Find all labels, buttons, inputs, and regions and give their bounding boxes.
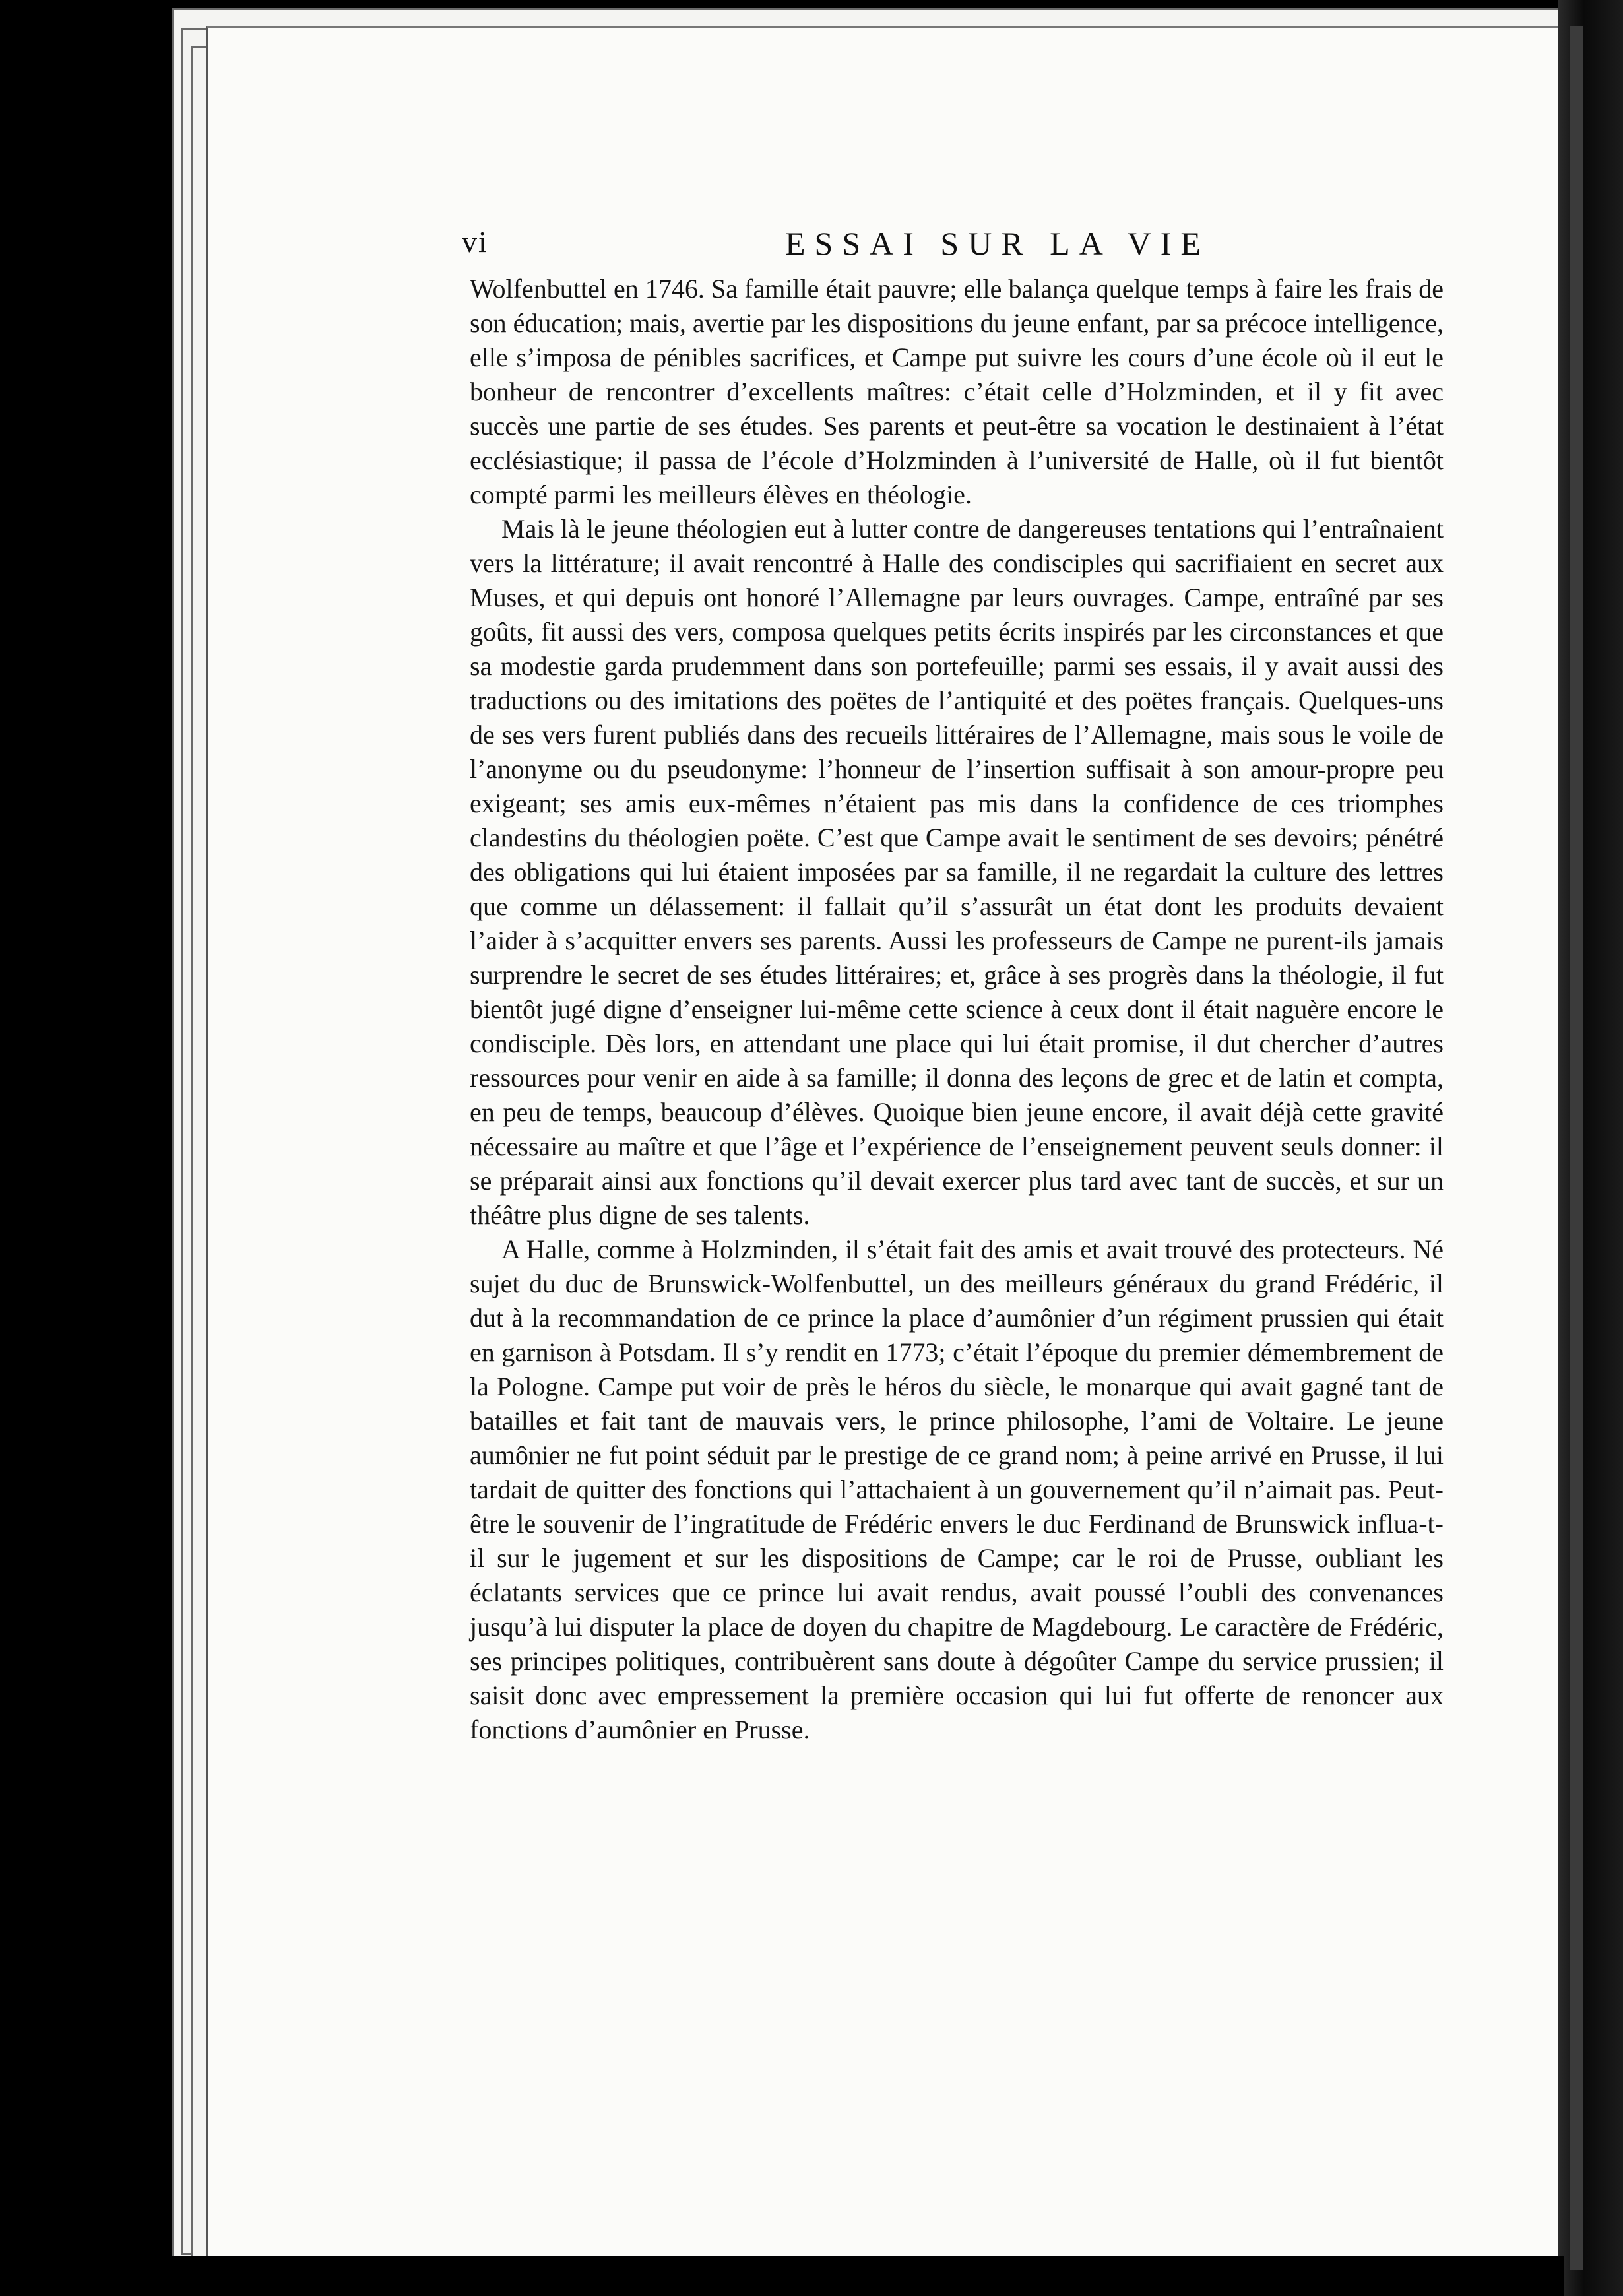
page-header <box>462 224 1451 264</box>
scan-edge-shadow <box>1558 0 1623 2296</box>
paragraph: Wolfenbuttel en 1746. Sa famille était pauvre; elle balança quelque temps à faire les frais de son éducation; mais, avertie par les dispositions du jeune enfant, par sa précoce intelligence, elle s’imposa de pénibles sacrifices, et Campe put suivre les cours d’une école où il eut le bonheur de rencontrer d’excellents maîtres: c’était celle d’Holzminden, et il y fit avec succès une partie de ses études. Ses parents et peut-être sa vocation le destinaient à l’état ecclésiastique; il passa de l’école d’Holzminden à l’université de Halle, où il fut bientôt compté parmi les meilleurs élèves en théologie. <box>470 274 1444 509</box>
scan-bottom-edge <box>172 2256 1564 2296</box>
running-head: ESSAI SUR LA VIE <box>785 225 1210 262</box>
page-edge <box>1570 26 1583 2270</box>
paragraph: Mais là le jeune théologien eut à lutter contre de dangereuses tentations qui l’entraînaient vers la littérature; il avait rencontré à Halle des condisciples qui sacrifiaient en secret aux Muses, et qui depuis ont honoré l’Allemagne par leurs ouvrages. Campe, entraîné par ses goûts, fit aussi des vers, composa quelques petits écrits inspirés par les circonstances et que sa modestie garda prudemment dans son portefeuille; parmi ses essais, il y avait aussi des traductions ou des imitations des poëtes de l’antiquité et des poëtes français. Quelques-uns de ses vers furent publiés dans des recueils littéraires de l’Allemagne, mais sous le voile de l’anonyme ou du pseudonyme: l’honneur de l’insertion suffisait à son amour-propre peu exigeant; ses amis eux-mêmes n’étaient pas mis dans la confidence de ces triomphes clandestins du théologien poëte. C’est que Campe avait le sentiment de ses devoirs; pénétré des obligations qui lui étaient imposées par sa famille, il ne regardait la culture des lettres que comme un délassement: il fallait qu’il s’assurât un état dont les produits devaient l’aider à s’acquitter envers ses parents. Aussi les professeurs de Campe ne purent-ils jamais surprendre le secret de ses études littéraires; et, grâce à ses progrès dans la théologie, il fut bientôt jugé digne d’enseigner lui-même cette science à ceux dont il était naguère encore le condisciple. Dès lors, en attendant une place qui lui était promise, il dut chercher d’autres ressources pour venir en aide à sa famille; il donna des leçons de grec et de latin et compta, en peu de temps, beaucoup d’élèves. Quoique bien jeune encore, il avait déjà cette gravité nécessaire au maître et que l’âge et l’expérience de l’enseignement peuvent seuls donner: il se préparait ainsi aux fonctions qu’il devait exercer plus tard avec tant de succès, et sur un théâtre plus digne de ses talents. <box>470 514 1444 1230</box>
paragraph: A Halle, comme à Holzminden, il s’était fait des amis et avait trouvé des protecteurs. Né sujet du duc de Brunswick-Wolfenbuttel, un des meilleurs généraux du grand Frédéric, il dut à la recommandation de ce prince la place d’aumônier d’un régiment prussien qui était en garnison à Potsdam. Il s’y rendit en 1773; c’était l’époque du premier démembrement de la Pologne. Campe put voir de près le héros du siècle, le monarque qui avait gagné tant de batailles et fait tant de mauvais vers, le prince philosophe, l’ami de Voltaire. Le jeune aumônier ne fut point séduit par le prestige de ce grand nom; à peine arrivé en Prusse, il lui tardait de quitter des fonctions qui l’attachaient à un gouvernement qu’il n’aimait pas. Peut-être le souvenir de l’ingratitude de Frédéric envers le duc Ferdinand de Brunswick influa-t-il sur le jugement et sur les dispositions de Campe; car le roi de Prusse, oubliant les éclatants services que ce prince lui avait rendus, avait poussé l’oubli des convenances jusqu’à lui disputer la place de doyen du chapitre de Magdebourg. Le caractère de Frédéric, ses principes politiques, contribuèrent sans doute à dégoûter Campe du service prussien; il saisit donc avec empressement la première occasion qui lui fut offerte de renoncer aux fonctions d’aumônier en Prusse. <box>470 1234 1444 1744</box>
body-text <box>470 272 1444 1747</box>
page-number: vi <box>462 225 488 259</box>
